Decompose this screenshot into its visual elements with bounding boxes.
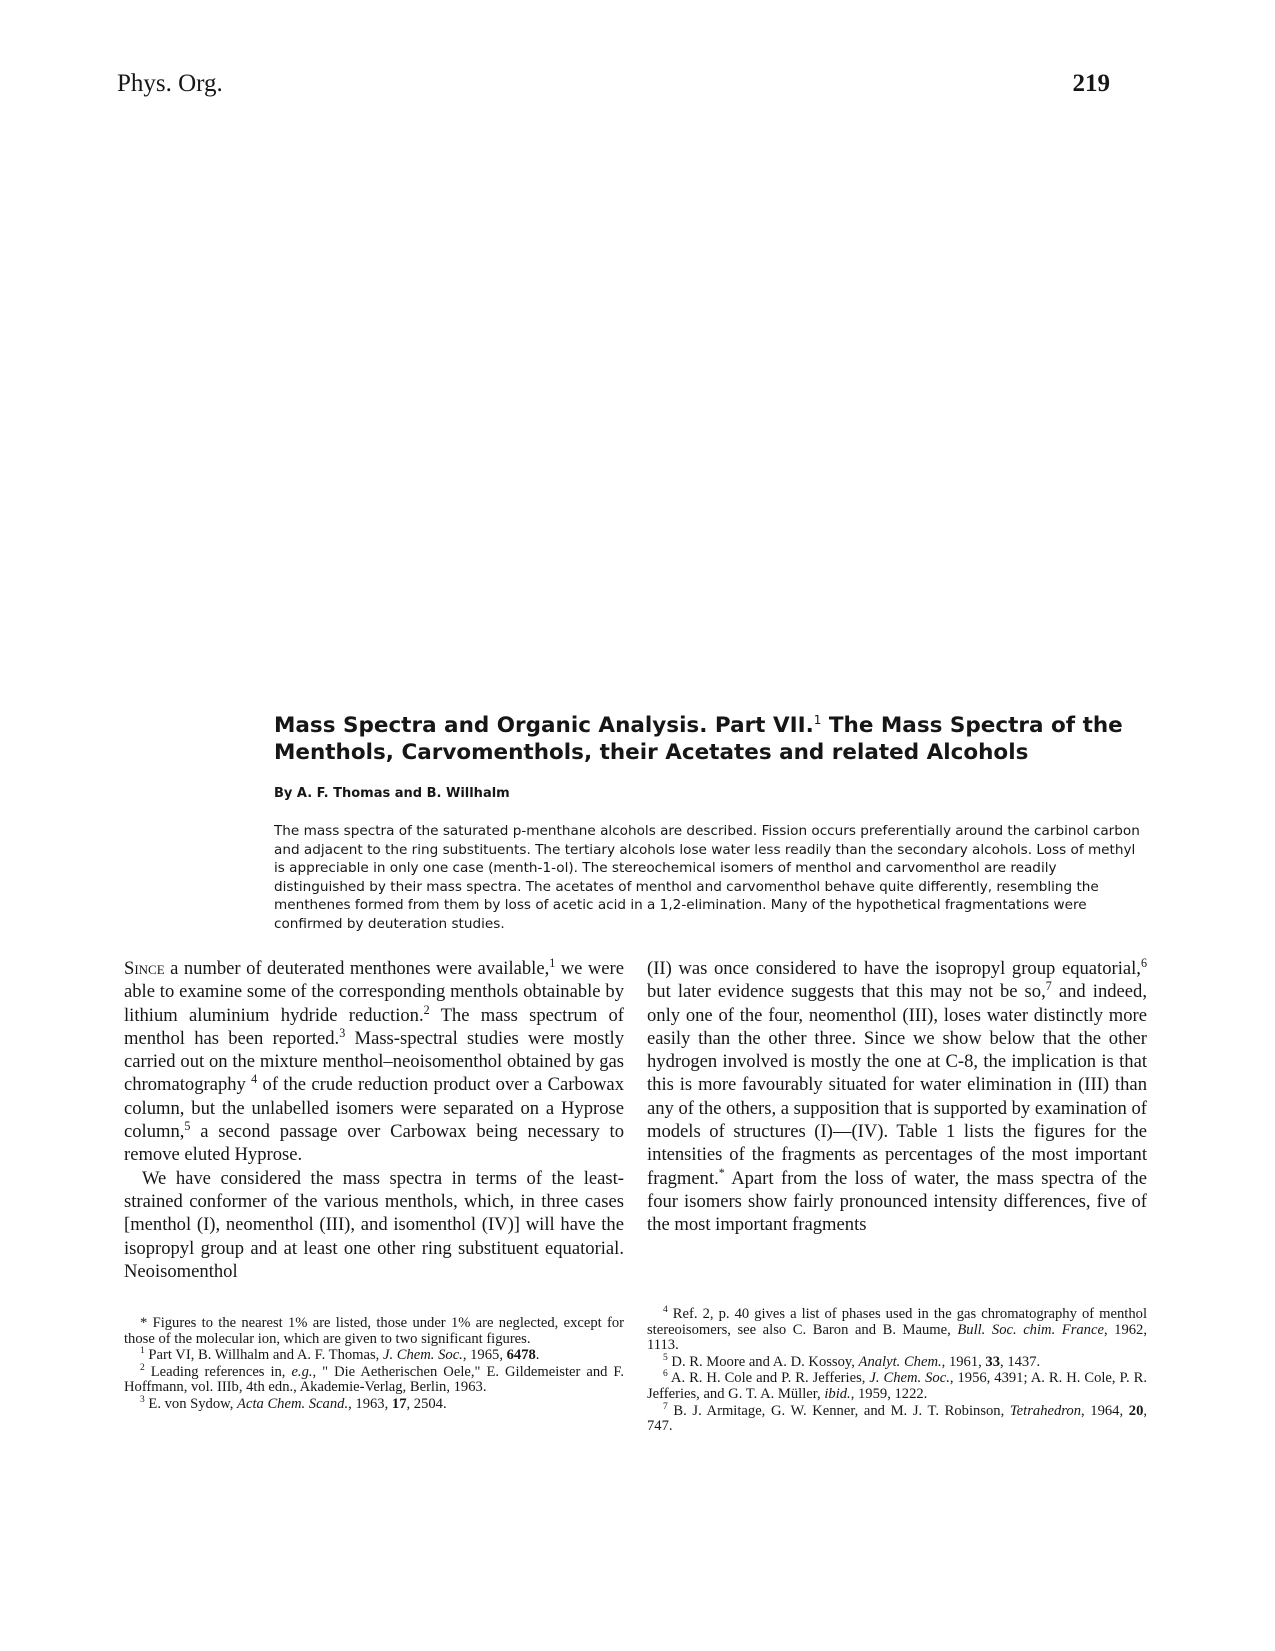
author-line: By A. F. Thomas and B. Willhalm — [274, 786, 510, 801]
footnote-number: 1 — [140, 1346, 145, 1357]
footnote-text: A. R. H. Cole and P. R. Jefferies, — [667, 1370, 870, 1387]
article-title — [274, 712, 1164, 766]
footnote-text: , 1963, — [348, 1395, 392, 1412]
text-run: a number of deuterated menthones were available, — [164, 958, 550, 979]
footnote-text: , — [499, 1347, 507, 1364]
footnote-text: , 4391; A. R. H. Cole, P. R. Jefferies, and G. T. A. Müller, — [647, 1370, 1148, 1402]
body-column-right — [647, 957, 1147, 1237]
footnote-text: , 1962, 1113. — [647, 1321, 1147, 1354]
text-run: and indeed, only one of the four, neomenthol (III), loses water distinctly more easily than the other three. Since we show below that the other hydrogen involved is mostly the one at C-8, the implication is that this is more favourably situated for water elimination in (III) than any of the others, a supposition that is supported by examination of models of structures (I)—(IV). Table 1 lists the figures for the intensities of the fragments as percentages of the most important fragment. — [647, 981, 1147, 1189]
footnote-text: , 747. — [647, 1402, 1148, 1435]
footnote-number: 2 — [140, 1362, 145, 1373]
footnote-text: , — [850, 1385, 858, 1402]
abstract — [274, 822, 1147, 934]
footnote-text: , 1437. — [1000, 1353, 1041, 1370]
text-run: we were able to examine some of the corresponding menthols obtainable by lithium aluminium hydride reduction. — [124, 958, 624, 1026]
journal-name: Tetrahedron — [1009, 1402, 1081, 1419]
footnote-mark: * — [140, 1315, 148, 1331]
abstract-text: The mass spectra of the saturated p-menthane alcohols are described. Fission occurs preferentially around the carbinol carbon and adjacent to the ring substituents. The tertiary alcohols lose water less readily than the secondary alcohols. Loss of methyl is appreciable in only one case (menth-1-ol). The stereochemical isomers of menthol and carvomenthol are readily distinguished by their mass spectra. The acetates of menthol and carvomenthol behave quite differently, resembling the menthenes formed from them by loss of acetic acid in a 1,2-elimination. Many of the hypothetical fragmentations were confirmed by deuteration studies. — [274, 823, 1140, 932]
page-number: 219 — [1072, 70, 1110, 97]
text-run: Apart from the loss of water, the mass spectra of the four isomers show fairly pronounced intensity differences, five of the most important fragments — [647, 1167, 1147, 1236]
footnote-text: Part VI, B. Willhalm and A. F. Thomas, — [144, 1347, 383, 1364]
footnote-text: B. J. Armitage, G. W. Kenner, and M. J. T. Robinson, — [667, 1402, 1010, 1419]
footnote-year: 1965 — [470, 1347, 500, 1364]
footnote-3 — [124, 1397, 624, 1413]
ref-2: 2 — [423, 1002, 430, 1017]
title-ref: 1 — [813, 712, 822, 727]
footnote-text: Figures to the nearest 1% are listed, those under 1% are neglected, except for those of the molecular ion, which are given to two significant figures. — [124, 1315, 624, 1347]
footnote-volume: 6478 — [506, 1347, 536, 1364]
footnote-year: 1959 — [858, 1385, 888, 1402]
ref-7: 7 — [1045, 979, 1052, 994]
footnote-number: 4 — [663, 1305, 668, 1316]
footnote-text: , — [949, 1370, 958, 1387]
footnote-text: . — [535, 1347, 540, 1364]
footnote-text: E. von Sydow, — [144, 1395, 238, 1412]
footnote-text: Leading references in, — [144, 1363, 292, 1380]
text-run: (II) was once considered to have the isopropyl group equatorial, — [647, 958, 1141, 979]
text-run: The mass spectrum of menthol has been reported. — [124, 1004, 624, 1049]
footnote-1 — [124, 1348, 624, 1364]
text-run: of the crude reduction product over a Carbowax column, but the unlabelled isomers were separated on a Hyprose column, — [124, 1074, 624, 1143]
footnote-text: , 1961, — [941, 1353, 986, 1370]
body-paragraph-1 — [124, 957, 624, 1167]
footnote-4 — [647, 1307, 1147, 1354]
footnote-volume: 20 — [1128, 1402, 1144, 1419]
footnote-volume: 17 — [391, 1395, 407, 1412]
footnote-text: D. R. Moore and A. D. Kossoy, — [667, 1353, 859, 1370]
footnote-text: , 2504. — [406, 1395, 447, 1412]
footnote-text: , " Die Aetherischen Oele," E. Gildemeister and F. Hoffmann, vol. IIIb, 4th edn., Akademie-Verlag, Berlin, 1963. — [124, 1363, 624, 1396]
ref-5: 5 — [184, 1118, 191, 1133]
body-paragraph-3 — [647, 957, 1147, 1237]
footnote-number: 3 — [140, 1395, 145, 1406]
footnotes-right — [647, 1307, 1147, 1436]
journal-name: J. Chem. Soc. — [382, 1347, 463, 1364]
title-main: Mass Spectra and Organic Analysis. Part VII. — [274, 713, 814, 738]
journal-name: J. Chem. Soc. — [869, 1370, 950, 1387]
ref-6: 6 — [1140, 955, 1147, 970]
ref-3: 3 — [339, 1025, 346, 1040]
text-run: but later evidence suggests that this may not be so, — [647, 981, 1046, 1003]
footnote-text: , 1964, — [1081, 1402, 1129, 1419]
footnotes-left — [124, 1316, 624, 1414]
footnote-number: 5 — [663, 1352, 668, 1363]
footnote-italic: ibid. — [824, 1385, 851, 1402]
text-run: a second passage over Carbowax being necessary to remove eluted Hyprose. — [124, 1121, 624, 1166]
body-column-left — [124, 957, 624, 1283]
title-sub: The Mass Spectra of the Menthols, Carvomenthols, their Acetates and related Alcohols — [274, 713, 1123, 765]
footnote-text: , 1222. — [887, 1385, 928, 1402]
footnote-6 — [647, 1371, 1147, 1402]
text-run: Mass-spectral studies were mostly carried out on the mixture menthol–neoisomenthol obtained by gas chromatography — [124, 1027, 624, 1096]
body-paragraph-2: We have considered the mass spectra in terms of the least-strained conformer of the various menthols, which, in three cases [menthol (I), neomenthol (III), and isomenthol (IV)] will have the isopropyl group and at least one other ring substituent equatorial. Neoisomenthol — [124, 1167, 624, 1282]
footnote-2 — [124, 1362, 624, 1396]
journal-name: Acta Chem. Scand. — [237, 1395, 349, 1412]
running-header-journal: Phys. Org. — [117, 70, 223, 97]
footnote-star-ref: * — [718, 1165, 725, 1180]
footnote-volume: 33 — [985, 1353, 1001, 1370]
lead-word: Since — [124, 958, 165, 979]
footnote-number: 6 — [663, 1369, 668, 1380]
footnote-text: , — [462, 1347, 471, 1364]
footnote-number: 7 — [663, 1401, 668, 1412]
footnote-italic: e.g. — [291, 1363, 313, 1380]
ref-1: 1 — [549, 955, 556, 970]
journal-name: Bull. Soc. chim. France — [957, 1321, 1104, 1338]
footnote-star — [124, 1316, 624, 1347]
footnote-year: 1956 — [957, 1370, 987, 1387]
footnote-7 — [647, 1401, 1148, 1435]
ref-4: 4 — [251, 1072, 258, 1087]
journal-name: Analyt. Chem. — [858, 1353, 942, 1370]
footnote-5 — [647, 1352, 1147, 1371]
footnote-text: Ref. 2, p. 40 gives a list of phases used in the gas chromatography of menthol stereoisomers, see also C. Baron and B. Maume, — [647, 1306, 1147, 1338]
